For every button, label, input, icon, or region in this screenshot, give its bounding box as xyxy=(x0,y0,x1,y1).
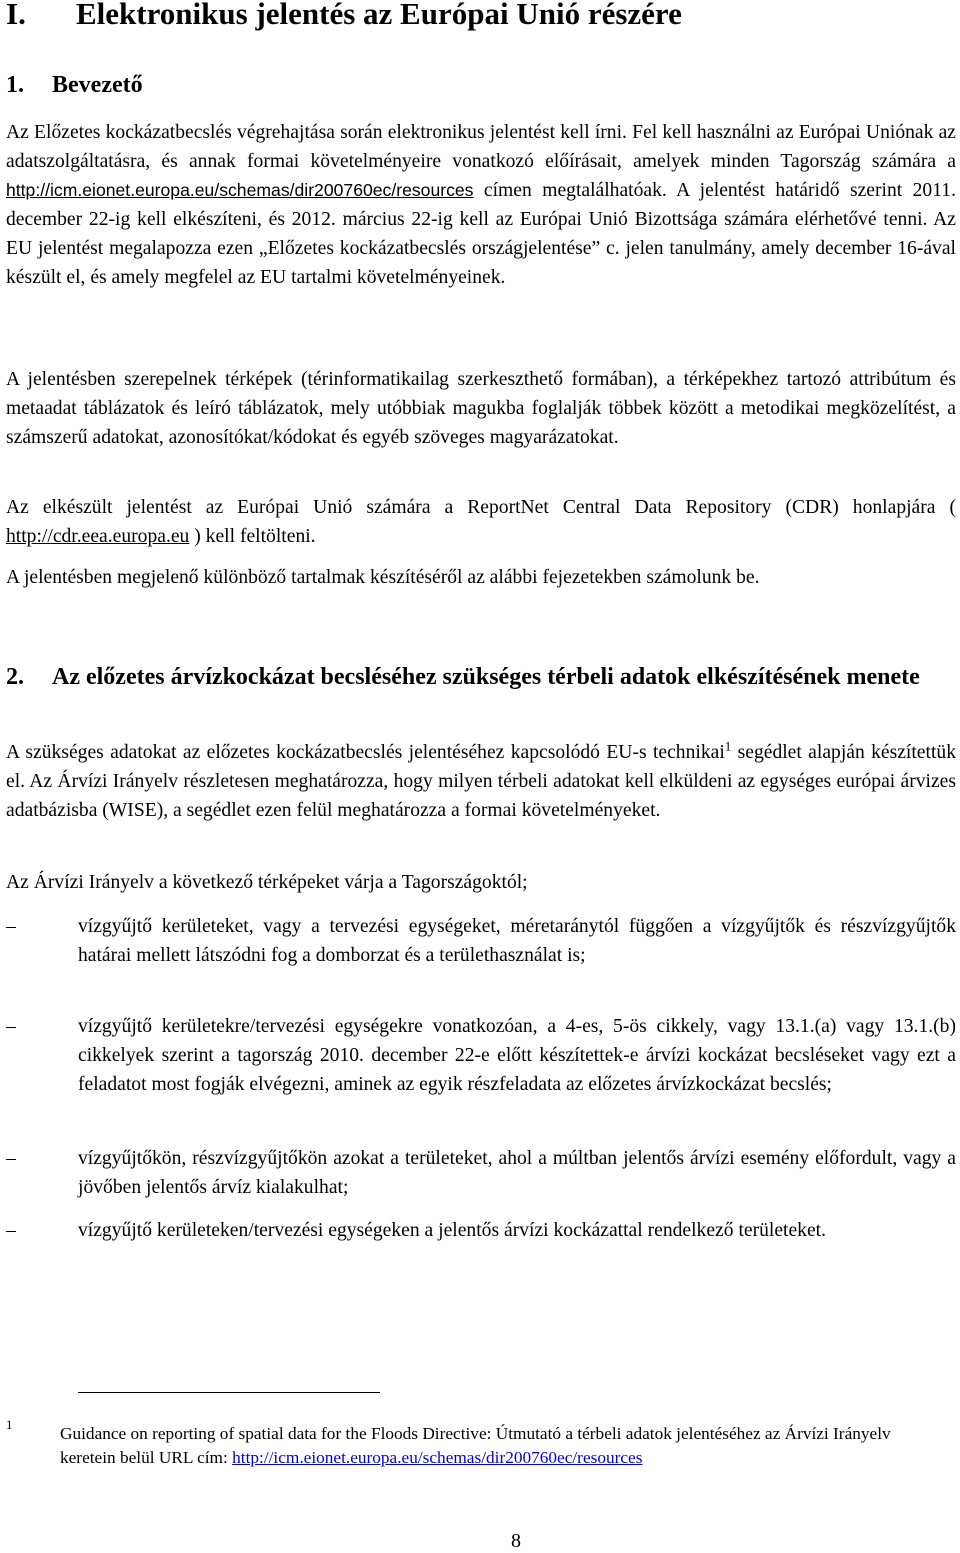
chapter-title: Elektronikus jelentés az Európai Unió részére xyxy=(76,0,682,31)
cdr-link[interactable]: http://cdr.eea.europa.eu xyxy=(6,526,190,547)
list-item-text: vízgyűjtőkön, részvízgyűjtőkön azokat a területeket, ahol a múltban jelentős árvízi esemény előfordult, vagy a jövőben jelentős árvíz kialakulhat; xyxy=(78,1148,956,1198)
s2p1-text-after: segédlet alapján készítettük el. Az Árvízi Irányelv részletesen meghatározza, hogy milyen térbeli adatokat kell elküldeni az egységes európai árvizes adatbázisba (WISE), a segédlet ezen felül meghatározza a formai követelményeket. xyxy=(6,742,956,821)
footnote-body: Guidance on reporting of spatial data for the Floods Directive: Útmutató a térbeli adatok jelentéséhez az Árvízi Irányelv keretein belül URL cím: xyxy=(60,1424,891,1467)
section-1-paragraph-2: A jelentésben szerepelnek térképek (térinformatikailag szerkeszthető formában), a térképekhez tartozó attribútum és metaadat táblázatok és leíró táblázatok, mely utóbbiak magukba foglalják többek között a metodikai megközelítést, a számszerű adatokat, azonosítókat/kódokat és egyéb szöveges magyarázatokat. xyxy=(6,369,956,448)
footnote-mark: 1 xyxy=(6,1417,13,1432)
bullet-dash: – xyxy=(6,1016,16,1037)
s2p1-text-before: A szükséges adatokat az előzetes kockázatbecslés jelentéséhez kapcsolódó EU-s technikai xyxy=(6,742,725,763)
footnote-separator xyxy=(78,1392,380,1393)
section-2-paragraph-2: Az Árvízi Irányelv a következő térképeket várja a Tagországoktól; xyxy=(6,872,528,893)
p3-text-before: Az elkészült jelentést az Európai Unió számára a ReportNet Central Data Repository (CDR) honlapjára ( xyxy=(6,497,956,518)
section-1-title: Bevezető xyxy=(52,72,143,98)
section-1-number: 1. xyxy=(6,72,24,98)
list-item xyxy=(6,1012,956,1099)
section-2-title: Az előzetes árvízkockázat becsléséhez szükséges térbeli adatok elkészítésének menete xyxy=(52,664,920,690)
p1-text-before: Az Előzetes kockázatbecslés végrehajtása során elektronikus jelentést kell írni. Fel kell használni az Európai Uniónak az adatszolgáltatásra, és annak formai követelményeire vonatkozó előírásait, amelyek minden Tagország számára a xyxy=(6,122,956,172)
chapter-number: I. xyxy=(6,0,26,31)
p1-text-after: címen megtalálhatóak. A jelentést határidő szerint 2011. december 22-ig kell elkészíteni, és 2012. március 22-ig kell az Európai Unió Bizottsága számára elérhetővé tenni. Az EU jelentést megalapozza ezen „Előzetes kockázatbecslés országjelentése” c. jelen tanulmány, amely december 16-ával készült el, és amely megfelel az EU tartalmi követelményeinek. xyxy=(6,180,956,288)
footnote-link[interactable]: http://icm.eionet.europa.eu/schemas/dir200760ec/resources xyxy=(232,1448,643,1467)
list-item xyxy=(6,1144,956,1202)
bullet-dash: – xyxy=(6,1148,16,1169)
chapter-heading xyxy=(6,0,682,32)
section-1-paragraph-4: A jelentésben megjelenő különböző tartalmak készítéséről az alábbi fejezetekben számolunk be. xyxy=(6,567,760,588)
list-item xyxy=(6,912,956,970)
section-1-heading xyxy=(6,72,143,99)
list-item-text: vízgyűjtő kerületekre/tervezési egységekre vonatkozóan, a 4-es, 5-ös cikkely, vagy 13.1.(a) vagy 13.1.(b) cikkelyek szerint a tagország 2010. december 22-e előtt készítettek-e árvízi kockázat becsléseket vagy ezt a feladatot most fogják elvégezni, aminek az egyik részfeladata az előzetes árvízkockázat becslés; xyxy=(78,1016,956,1095)
section-1-paragraph-3 xyxy=(6,493,956,551)
list-item-text: vízgyűjtő kerületeken/tervezési egységeken a jelentős árvízi kockázattal rendelkező területeket. xyxy=(78,1220,827,1241)
list-item-text: vízgyűjtő kerületeket, vagy a tervezési egységeket, méretaránytól függően a vízgyűjtők és részvízgyűjtők határai mellett látszódni fog a domborzat és a területhasználat is; xyxy=(78,916,956,966)
p3-text-after: ) kell feltölteni. xyxy=(194,526,316,547)
section-2-number: 2. xyxy=(6,664,24,690)
section-1-paragraph-1 xyxy=(6,118,956,292)
list-item xyxy=(6,1216,956,1245)
bullet-dash: – xyxy=(6,1220,16,1241)
footnote-reference[interactable]: 1 xyxy=(724,738,732,754)
page-number: 8 xyxy=(511,1530,521,1552)
bullet-dash: – xyxy=(6,916,16,937)
resources-link[interactable]: http://icm.eionet.europa.eu/schemas/dir200760ec/resources xyxy=(6,180,474,200)
section-2-paragraph-1 xyxy=(6,738,956,825)
section-2-heading xyxy=(6,660,956,695)
footnote-text xyxy=(60,1422,940,1470)
